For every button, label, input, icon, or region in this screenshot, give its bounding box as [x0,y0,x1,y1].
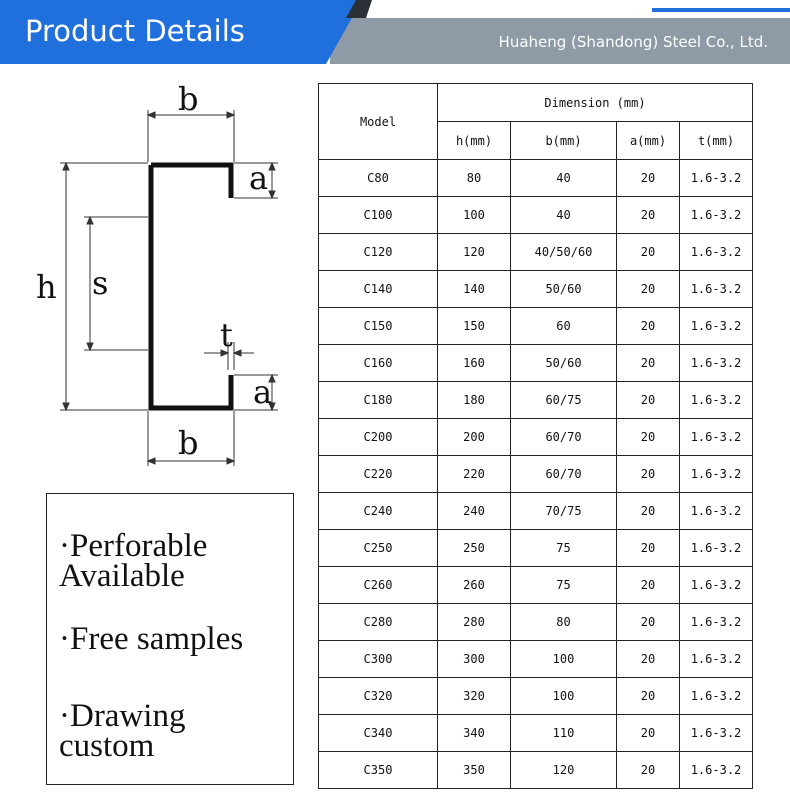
cell-model: C250 [319,530,438,567]
cell-a: 20 [617,752,680,789]
cell-h: 240 [438,493,511,530]
cell-model: C160 [319,345,438,382]
table-row [319,678,753,715]
table-row [319,530,753,567]
cell-h: 320 [438,678,511,715]
cell-model: C140 [319,271,438,308]
label-b-bottom: b [178,424,199,462]
spec-table [318,83,753,789]
cell-model: C320 [319,678,438,715]
cell-model: C350 [319,752,438,789]
model-header: Model [319,84,438,160]
feature-line: Available [59,558,185,594]
cell-t: 1.6-3.2 [680,493,753,530]
cell-model: C180 [319,382,438,419]
cell-t: 1.6-3.2 [680,271,753,308]
cell-h: 220 [438,456,511,493]
cell-h: 140 [438,271,511,308]
cell-t: 1.6-3.2 [680,308,753,345]
cell-t: 1.6-3.2 [680,419,753,456]
table-row [319,604,753,641]
spec-table-body [319,160,753,789]
cell-t: 1.6-3.2 [680,382,753,419]
cell-a: 20 [617,345,680,382]
cell-h: 150 [438,308,511,345]
label-s: s [92,264,109,302]
cell-b: 60/75 [511,382,617,419]
cell-b: 60/70 [511,419,617,456]
cell-a: 20 [617,308,680,345]
table-row [319,493,753,530]
label-b-top: b [178,80,199,118]
cell-h: 80 [438,160,511,197]
cell-b: 80 [511,604,617,641]
table-row [319,160,753,197]
cell-t: 1.6-3.2 [680,567,753,604]
table-row [319,234,753,271]
cell-t: 1.6-3.2 [680,641,753,678]
table-row [319,382,753,419]
cell-a: 20 [617,604,680,641]
cell-a: 20 [617,419,680,456]
cell-a: 20 [617,530,680,567]
cell-a: 20 [617,456,680,493]
cell-b: 50/60 [511,345,617,382]
cell-h: 340 [438,715,511,752]
cell-h: 260 [438,567,511,604]
c-channel-diagram [0,70,300,480]
cell-a: 20 [617,641,680,678]
table-row [319,715,753,752]
cell-b: 50/60 [511,271,617,308]
cell-a: 20 [617,160,680,197]
table-row [319,641,753,678]
table-row [319,752,753,789]
label-a-top: a [249,159,269,197]
feature-line: ·Drawing [59,698,186,734]
cell-a: 20 [617,715,680,752]
cell-model: C150 [319,308,438,345]
cell-model: C100 [319,197,438,234]
cell-t: 1.6-3.2 [680,345,753,382]
table-row [319,456,753,493]
cell-a: 20 [617,271,680,308]
table-row [319,197,753,234]
cell-a: 20 [617,382,680,419]
cell-h: 160 [438,345,511,382]
cell-model: C240 [319,493,438,530]
feature-free-samples [59,621,291,657]
header-banner [0,0,790,64]
cell-model: C80 [319,160,438,197]
cell-model: C300 [319,641,438,678]
cell-b: 40/50/60 [511,234,617,271]
cell-b: 40 [511,160,617,197]
banner-accent-line [652,8,790,12]
features-box [46,493,294,785]
cell-h: 100 [438,197,511,234]
cell-t: 1.6-3.2 [680,678,753,715]
dimension-header: Dimension (mm) [438,84,753,122]
cell-t: 1.6-3.2 [680,234,753,271]
cell-b: 70/75 [511,493,617,530]
label-h: h [36,268,57,306]
cell-b: 110 [511,715,617,752]
table-row [319,271,753,308]
cell-h: 300 [438,641,511,678]
cell-model: C280 [319,604,438,641]
channel-profile [151,165,231,408]
cell-model: C340 [319,715,438,752]
cell-h: 180 [438,382,511,419]
cell-a: 20 [617,567,680,604]
label-t: t [220,316,233,354]
cell-h: 350 [438,752,511,789]
cell-t: 1.6-3.2 [680,604,753,641]
cell-t: 1.6-3.2 [680,197,753,234]
column-header-a: a(mm) [617,122,680,160]
company-name: Huaheng (Shandong) Steel Co., Ltd. [498,33,768,51]
column-header-b: b(mm) [511,122,617,160]
feature-line: custom [59,728,155,764]
cell-b: 120 [511,752,617,789]
cell-t: 1.6-3.2 [680,752,753,789]
table-row [319,308,753,345]
label-a-bottom: a [253,373,273,411]
cell-model: C200 [319,419,438,456]
cell-t: 1.6-3.2 [680,456,753,493]
cell-t: 1.6-3.2 [680,160,753,197]
cell-h: 200 [438,419,511,456]
cell-h: 280 [438,604,511,641]
cell-b: 100 [511,641,617,678]
feature-line: ·Free samples [59,621,244,657]
cell-t: 1.6-3.2 [680,530,753,567]
column-header-t: t(mm) [680,122,753,160]
cell-b: 60/70 [511,456,617,493]
cell-model: C260 [319,567,438,604]
feature-perforable [59,528,291,594]
column-header-h: h(mm) [438,122,511,160]
table-row [319,567,753,604]
cell-t: 1.6-3.2 [680,715,753,752]
cell-b: 60 [511,308,617,345]
cell-b: 75 [511,530,617,567]
feature-drawing-custom [59,698,291,764]
cell-a: 20 [617,493,680,530]
cell-model: C220 [319,456,438,493]
cell-h: 250 [438,530,511,567]
cross-section-drawing [0,70,300,480]
feature-line: ·Perforable [59,528,208,564]
cell-a: 20 [617,197,680,234]
cell-a: 20 [617,234,680,271]
cell-model: C120 [319,234,438,271]
cell-b: 100 [511,678,617,715]
table-row [319,345,753,382]
cell-h: 120 [438,234,511,271]
cell-b: 40 [511,197,617,234]
cell-b: 75 [511,567,617,604]
cell-a: 20 [617,678,680,715]
table-row [319,419,753,456]
page-title: Product Details [25,14,245,48]
